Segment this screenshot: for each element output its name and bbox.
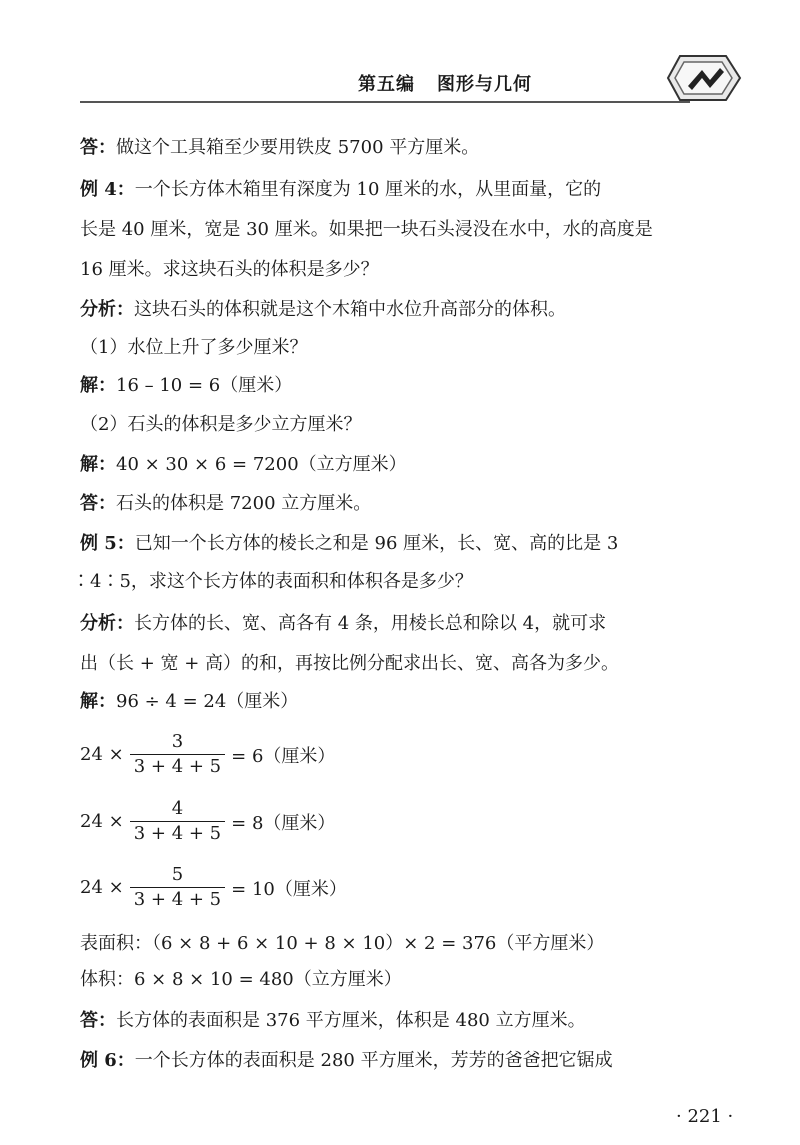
- text-line-22: 例 6：一个长方体的表面积是 280 平方厘米，芳芳的爸爸把它锯成: [80, 1050, 613, 1071]
- text-line-8: （2）石头的体积是多少立方厘米？: [80, 414, 362, 435]
- text-line-19: 表面积：（6 × 8 + 6 × 10 + 8 × 10）× 2 = 376（平方厘米）: [80, 933, 605, 954]
- text-line-3: 长是 40 厘米，宽是 30 厘米。如果把一块石头浸没在水中，水的高度是: [80, 219, 653, 240]
- text-line-1: 答：做这个工具箱至少要用铁皮 5700 平方厘米。: [80, 137, 480, 158]
- text-line-15: 解：96 ÷ 4 = 24（厘米）: [80, 691, 299, 712]
- fraction: $\frac{4}{3 + 4 + 5}$: [130, 797, 225, 846]
- header-rule: [80, 101, 690, 103]
- text-line-14: 出（长 + 宽 + 高）的和，再按比例分配求出长、宽、高各为多少。: [80, 653, 620, 674]
- text-line-10: 答：石头的体积是 7200 立方厘米。: [80, 493, 372, 514]
- text-line-9: 解：40 × 30 × 6 = 7200（立方厘米）: [80, 454, 407, 475]
- fraction: $\frac{5}{3 + 4 + 5}$: [130, 863, 225, 912]
- text-line-6: （1）水位上升了多少厘米？: [80, 337, 308, 358]
- page-header-title: [358, 70, 532, 96]
- fraction: $\frac{3}{3 + 4 + 5}$: [130, 730, 225, 779]
- text-line-12: ∶4∶5，求这个长方体的表面积和体积各是多少？: [72, 571, 473, 592]
- text-line-13: 分析：长方体的长、宽、高各有 4 条，用棱长总和除以 4，就可求: [80, 613, 607, 634]
- text-line-21: 答：长方体的表面积是 376 平方厘米，体积是 480 立方厘米。: [80, 1010, 586, 1031]
- geometry-emblem-icon: [666, 52, 742, 104]
- text-line-4: 16 厘米。求这块石头的体积是多少？: [80, 259, 379, 280]
- text-line-7: 解：16 – 10 = 6（厘米）: [80, 375, 293, 396]
- chapter-label: 第五编: [358, 74, 415, 95]
- fraction-equation-3: 24 × $\frac{5}{3 + 4 + 5}$ = 10（厘米）: [80, 864, 347, 910]
- page-number: · 221 ·: [676, 1106, 734, 1127]
- fraction-equation-2: 24 × $\frac{4}{3 + 4 + 5}$ = 8（厘米）: [80, 798, 336, 844]
- text-line-20: 体积：6 × 8 × 10 = 480（立方厘米）: [80, 969, 402, 990]
- fraction-equation-1: 24 × $\frac{3}{3 + 4 + 5}$ = 6（厘米）: [80, 731, 336, 777]
- text-line-11: 例 5：已知一个长方体的棱长之和是 96 厘米，长、宽、高的比是 3: [80, 533, 619, 554]
- section-label: 图形与几何: [437, 74, 532, 95]
- text-line-2: 例 4：一个长方体木箱里有深度为 10 厘米的水，从里面量，它的: [80, 179, 602, 200]
- text-line-5: 分析：这块石头的体积就是这个木箱中水位升高部分的体积。: [80, 299, 566, 320]
